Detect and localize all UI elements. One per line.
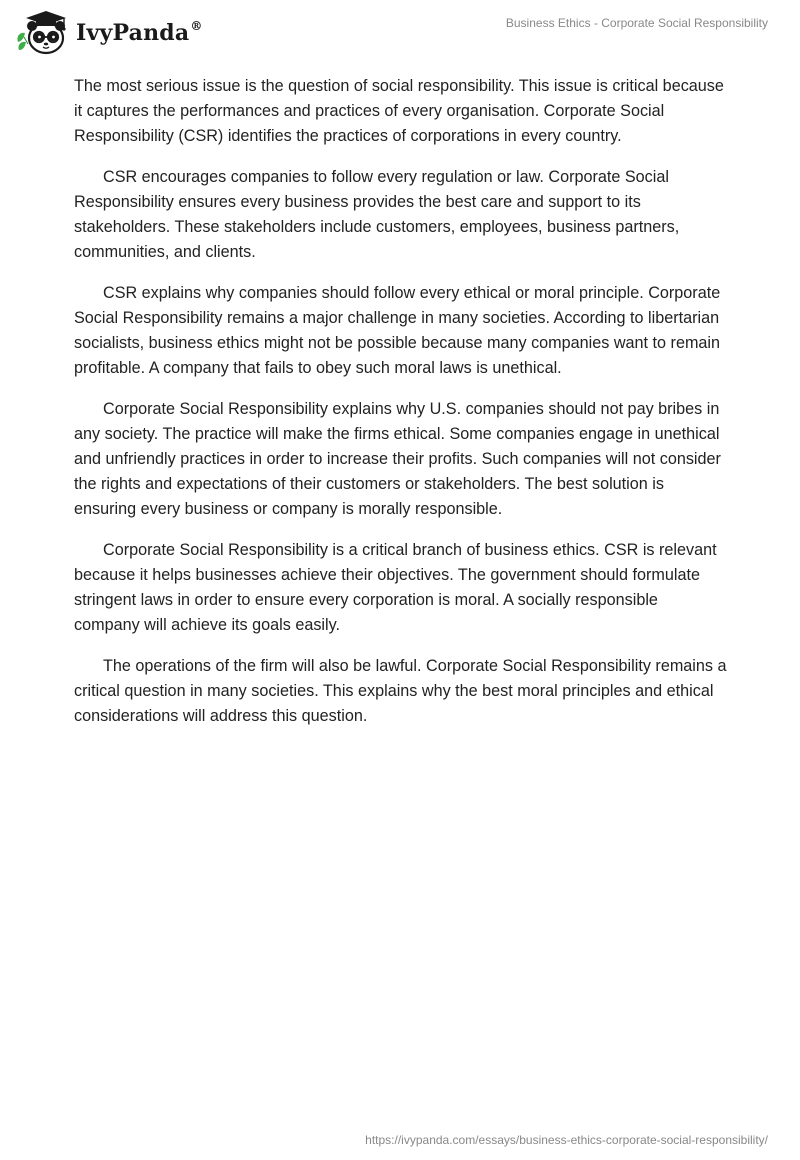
paragraph-1: The most serious issue is the question of social responsibility. This issue is critical because it captures the performances and practices of every organisation. Corporate Social Responsibility (CSR) identifies the practices of corporations in every country. [74, 77, 724, 145]
ivypanda-logo[interactable] [14, 8, 203, 56]
paragraph-5: Corporate Social Responsibility is a critical branch of business ethics. CSR is relevant because it helps businesses achieve their objectives. The government should formulate stringent laws in order to ensure every corporation is moral. A socially responsible company will achieve its goals easily. [74, 541, 717, 634]
panda-graduate-icon [14, 8, 74, 56]
page-header [0, 0, 800, 64]
source-url[interactable]: https://ivypanda.com/essays/business-ethics-corporate-social-responsibility/ [365, 1133, 768, 1147]
paragraph-3: CSR explains why companies should follow every ethical or moral principle. Corporate Social Responsibility remains a major challenge in many societies. According to libertarian socialists, business ethics might not be possible because many companies want to remain profitable. A company that fails to obey such moral laws is unethical. [74, 284, 721, 377]
paragraph-6: The operations of the firm will also be lawful. Corporate Social Responsibility remains a critical question in many societies. This explains why the best moral principles and ethical considerations will address this question. [74, 657, 727, 725]
brand-name-text: IvyPanda [76, 20, 190, 46]
paragraph-4: Corporate Social Responsibility explains why U.S. companies should not pay bribes in any society. The practice will make the firms ethical. Some companies engage in unethical and unfriendly practices in order to increase their profits. Such companies will not consider the rights and expectations of their customers or stakeholders. The best solution is ensuring every business or company is morally responsible. [74, 400, 721, 518]
essay-body [74, 74, 728, 745]
brand-name [76, 20, 203, 46]
registered-mark: ® [190, 18, 203, 33]
paragraph-2: CSR encourages companies to follow every regulation or law. Corporate Social Responsibility ensures every business provides the best care and support to its stakeholders. These stakeholders include customers, employees, business partners, communities, and clients. [74, 168, 680, 261]
running-title: Business Ethics - Corporate Social Responsibility [505, 16, 768, 30]
